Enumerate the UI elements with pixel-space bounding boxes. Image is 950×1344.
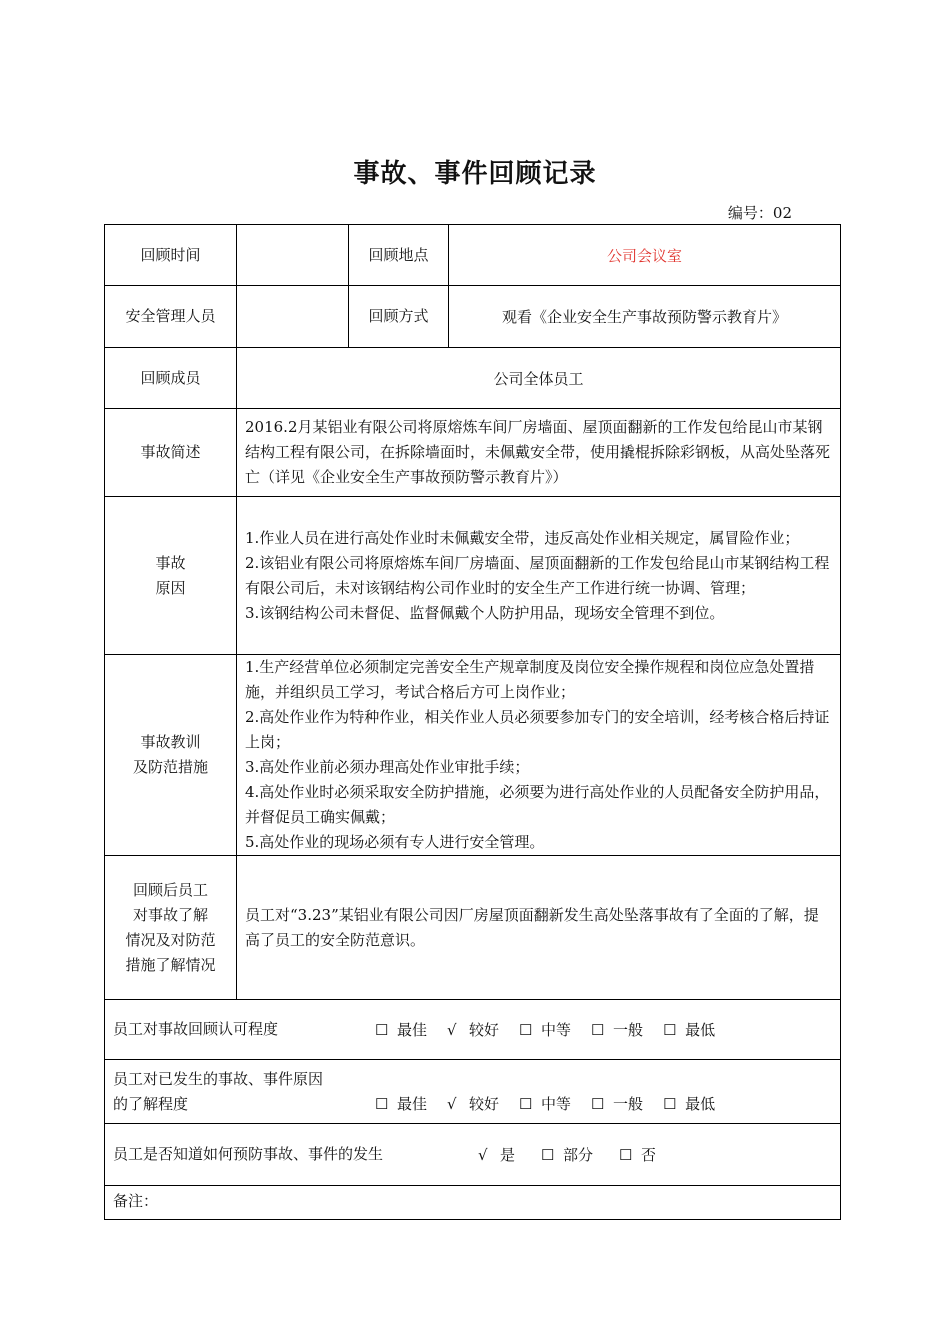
review-time-label: 回顾时间 [105,225,237,286]
list-item: 4.高处作业时必须采取安全防护措施，必须要为进行高处作业的人员配备安全防护用品，并督促员工确实佩戴； [245,783,830,826]
cause-understanding-question [113,1067,375,1117]
option-label: 是 [500,1146,516,1164]
option-label: 最佳 [397,1021,428,1039]
members-value: 公司全体员工 [237,348,841,409]
question-line2: 的了解程度 [113,1094,189,1113]
prevention-knowledge-cell [105,1124,841,1186]
review-record-table [104,224,841,1220]
list-item: 5.高处作业的现场必须有专人进行安全管理。 [245,833,545,851]
cause-understanding-options [375,1092,735,1117]
list-item: 3.该钢结构公司未督促、监督佩戴个人防护用品，现场安全管理不到位。 [245,603,725,622]
option-medium[interactable] [519,1019,571,1040]
safety-manager-label: 安全管理人员 [105,286,237,348]
row-manager-method [105,286,841,348]
option-partial[interactable] [541,1144,593,1165]
option-best[interactable] [375,1092,427,1117]
understanding-text: 员工对“3.23”某铝业有限公司因厂房屋顶面翻新发生高处坠落事故有了全面的了解，提高了员工的安全防范意识。 [237,856,841,1000]
review-place-value: 公司会议室 [449,225,841,286]
option-label: 否 [641,1146,657,1164]
causes-list [245,526,832,626]
option-lowest[interactable] [663,1019,715,1040]
row-cause-understanding [105,1060,841,1124]
checkbox-icon: ☐ [663,1021,677,1039]
cause-understanding-cell [105,1060,841,1124]
document-number: 编号：02 [727,204,792,222]
lessons-content [237,655,841,856]
question-line1: 员工对已发生的事故、事件原因 [113,1069,324,1088]
causes-content [237,497,841,655]
checkbox-icon: ☐ [663,1094,677,1113]
option-lowest[interactable] [663,1092,715,1117]
list-item: 1.作业人员在进行高处作业时未佩戴安全带，违反高处作业相关规定，属冒险作业； [245,528,800,547]
review-place-label: 回顾地点 [349,225,449,286]
option-label: 一般 [613,1021,644,1039]
row-understanding [105,856,841,1000]
checkbox-icon: ☐ [591,1021,605,1039]
row-recognition [105,1000,841,1060]
option-fair[interactable] [591,1019,643,1040]
option-label: 最低 [685,1021,716,1039]
checkmark-icon: √ [478,1146,488,1164]
summary-label: 事故简述 [105,409,237,497]
option-label: 中等 [541,1021,572,1039]
recognition-cell [105,1000,841,1060]
checkbox-icon: ☐ [375,1021,389,1039]
recognition-question: 员工对事故回顾认可程度 [113,1020,279,1038]
understanding-label-line3: 情况及对防范 [125,930,216,949]
option-no[interactable] [619,1144,656,1165]
row-prevention-knowledge [105,1124,841,1186]
safety-manager-value [237,286,349,348]
causes-label-line2: 原因 [155,578,186,597]
lessons-label-line2: 及防范措施 [132,758,208,776]
row-remarks [105,1186,841,1220]
lessons-label [105,655,237,856]
row-time-place [105,225,841,286]
checkbox-icon: ☐ [619,1146,633,1164]
option-label: 一般 [613,1094,644,1113]
summary-text: 2016.2月某铝业有限公司将原熔炼车间厂房墙面、屋顶面翻新的工作发包给昆山市某钢结构工程有限公司，在拆除墙面时，未佩戴安全带，使用撬棍拆除彩钢板，从高处坠落死亡（详见《企业安全生产事故预防警示教育片》） [237,409,841,497]
understanding-label-line4: 措施了解情况 [125,955,216,974]
list-item: 3.高处作业前必须办理高处作业审批手续； [245,758,530,776]
list-item: 2.该铝业有限公司将原熔炼车间厂房墙面、屋顶面翻新的工作发包给昆山市某钢结构工程有限公司后，未对该钢结构公司作业时的安全生产工作进行统一协调、管理； [245,553,830,597]
prevention-knowledge-rating [113,1142,832,1167]
checkmark-icon: √ [447,1021,457,1039]
understanding-label-line1: 回顾后员工 [132,880,208,899]
option-label: 最低 [685,1094,716,1113]
option-label: 中等 [541,1094,572,1113]
option-fair[interactable] [591,1092,643,1117]
understanding-label [105,856,237,1000]
page-title: 事故、事件回顾记录 [353,159,597,189]
option-label: 较好 [469,1021,500,1039]
option-good[interactable] [447,1019,499,1040]
checkbox-icon: ☐ [591,1094,605,1113]
option-label: 部分 [563,1146,594,1164]
remarks-label: 备注： [113,1192,159,1210]
recognition-rating [113,1017,832,1042]
understanding-label-line2: 对事故了解 [132,905,208,924]
members-label: 回顾成员 [105,348,237,409]
option-good[interactable] [447,1092,499,1117]
row-summary [105,409,841,497]
row-lessons [105,655,841,856]
causes-label [105,497,237,655]
review-time-value [237,225,349,286]
prevention-knowledge-options [478,1144,682,1165]
prevention-knowledge-question: 员工是否知道如何预防事故、事件的发生 [113,1145,384,1163]
lessons-list [245,655,832,855]
list-item: 2.高处作业作为特种作业，相关作业人员必须要参加专门的安全培训，经考核合格后持证上岗； [245,708,830,751]
remarks-cell [105,1186,841,1220]
checkbox-icon: ☐ [519,1021,533,1039]
row-members [105,348,841,409]
recognition-options [375,1019,735,1040]
checkmark-icon: √ [447,1094,457,1113]
option-label: 最佳 [397,1094,428,1113]
option-medium[interactable] [519,1092,571,1117]
checkbox-icon: ☐ [541,1146,555,1164]
option-label: 较好 [469,1094,500,1113]
causes-label-line1: 事故 [155,553,186,572]
option-yes[interactable] [478,1144,515,1165]
lessons-label-line1: 事故教训 [140,733,201,751]
row-causes [105,497,841,655]
list-item: 1.生产经营单位必须制定完善安全生产规章制度及岗位安全操作规程和岗位应急处置措施，并组织员工学习，考试合格后方可上岗作业； [245,658,815,701]
review-method-label: 回顾方式 [349,286,449,348]
checkbox-icon: ☐ [375,1094,389,1113]
checkbox-icon: ☐ [519,1094,533,1113]
review-method-value: 观看《企业安全生产事故预防警示教育片》 [449,286,841,348]
option-best[interactable] [375,1019,427,1040]
cause-understanding-rating [113,1067,832,1117]
